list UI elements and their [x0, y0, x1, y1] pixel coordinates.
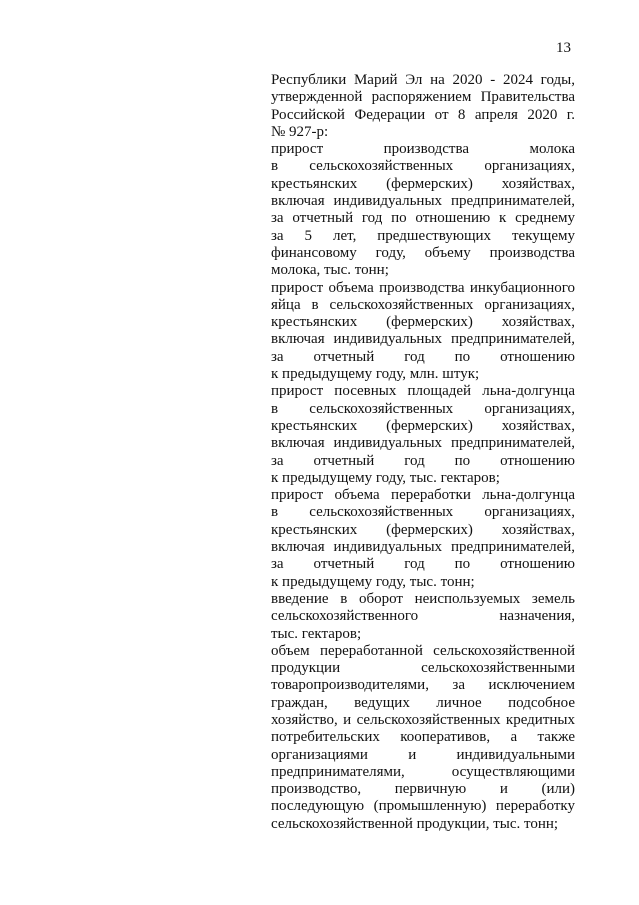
text-line: включая индивидуальных предпринимателей,: [271, 435, 575, 452]
text-line: № 927-р:: [271, 123, 329, 140]
text-line: включая индивидуальных предпринимателей,: [271, 539, 575, 556]
paragraph: [271, 141, 575, 279]
text-line: прирост посевных площадей льна-долгунца: [271, 383, 575, 400]
text-line: крестьянских (фермерских) хозяйствах,: [271, 175, 575, 192]
text-line: введение в оборот неиспользуемых земель: [271, 590, 575, 607]
text-line: прирост объема производства инкубационного: [271, 279, 575, 296]
text-line: за 5 лет, предшествующих текущему: [271, 227, 575, 244]
text-line: к предыдущему году, тыс. гектаров;: [271, 469, 500, 486]
text-line: потребительских кооперативов, а также: [271, 729, 575, 746]
paragraph: [271, 643, 575, 833]
text-line: крестьянских (фермерских) хозяйствах,: [271, 521, 575, 538]
paragraph: [271, 591, 575, 643]
text-line: сельскохозяйственного назначения,: [271, 608, 575, 625]
text-line: за отчетный год по отношению к среднему: [271, 210, 575, 227]
text-line: в сельскохозяйственных организациях,: [271, 504, 575, 521]
text-line: тыс. гектаров;: [271, 625, 362, 642]
text-line: организациями и индивидуальными: [271, 746, 575, 763]
paragraph: [271, 72, 575, 141]
text-line: за отчетный год по отношению: [271, 348, 575, 365]
text-line: Российской Федерации от 8 апреля 2020 г.: [271, 106, 575, 123]
paragraph: [271, 487, 575, 591]
text-line: за отчетный год по отношению: [271, 556, 575, 573]
text-line: яйца в сельскохозяйственных организациях,: [271, 296, 575, 313]
text-line: объем переработанной сельскохозяйственной: [271, 642, 575, 659]
text-line: прирост объема переработки льна-долгунца: [271, 487, 575, 504]
text-line: сельскохозяйственной продукции, тыс. тонн;: [271, 815, 559, 832]
text-line: утвержденной распоряжением Правительства: [271, 89, 575, 106]
text-line: граждан, ведущих личное подсобное: [271, 694, 575, 711]
text-line: продукции сельскохозяйственными: [271, 660, 575, 677]
text-line: последующую (промышленную) переработку: [271, 798, 575, 815]
text-line: к предыдущему году, млн. штук;: [271, 366, 480, 383]
text-line: за отчетный год по отношению: [271, 452, 575, 469]
text-line: молока, тыс. тонн;: [271, 262, 389, 279]
text-line: производство, первичную и (или): [271, 781, 575, 798]
document-body: [271, 72, 575, 833]
text-line: товаропроизводителями, за исключением: [271, 677, 575, 694]
text-line: в сельскохозяйственных организациях,: [271, 158, 575, 175]
text-line: прирост производства молока: [271, 141, 575, 158]
text-line: Республики Марий Эл на 2020 - 2024 годы,: [271, 72, 575, 88]
text-line: включая индивидуальных предпринимателей,: [271, 331, 575, 348]
text-line: к предыдущему году, тыс. тонн;: [271, 573, 475, 590]
text-line: финансовому году, объему производства: [271, 244, 575, 261]
text-line: крестьянских (фермерских) хозяйствах,: [271, 417, 575, 434]
text-line: включая индивидуальных предпринимателей,: [271, 193, 575, 210]
text-line: в сельскохозяйственных организациях,: [271, 400, 575, 417]
text-line: хозяйство, и сельскохозяйственных кредитных: [271, 711, 575, 728]
text-line: предпринимателями, осуществляющими: [271, 763, 575, 780]
text-line: крестьянских (фермерских) хозяйствах,: [271, 314, 575, 331]
paragraph: [271, 383, 575, 487]
page-number: 13: [556, 40, 571, 56]
paragraph: [271, 280, 575, 384]
